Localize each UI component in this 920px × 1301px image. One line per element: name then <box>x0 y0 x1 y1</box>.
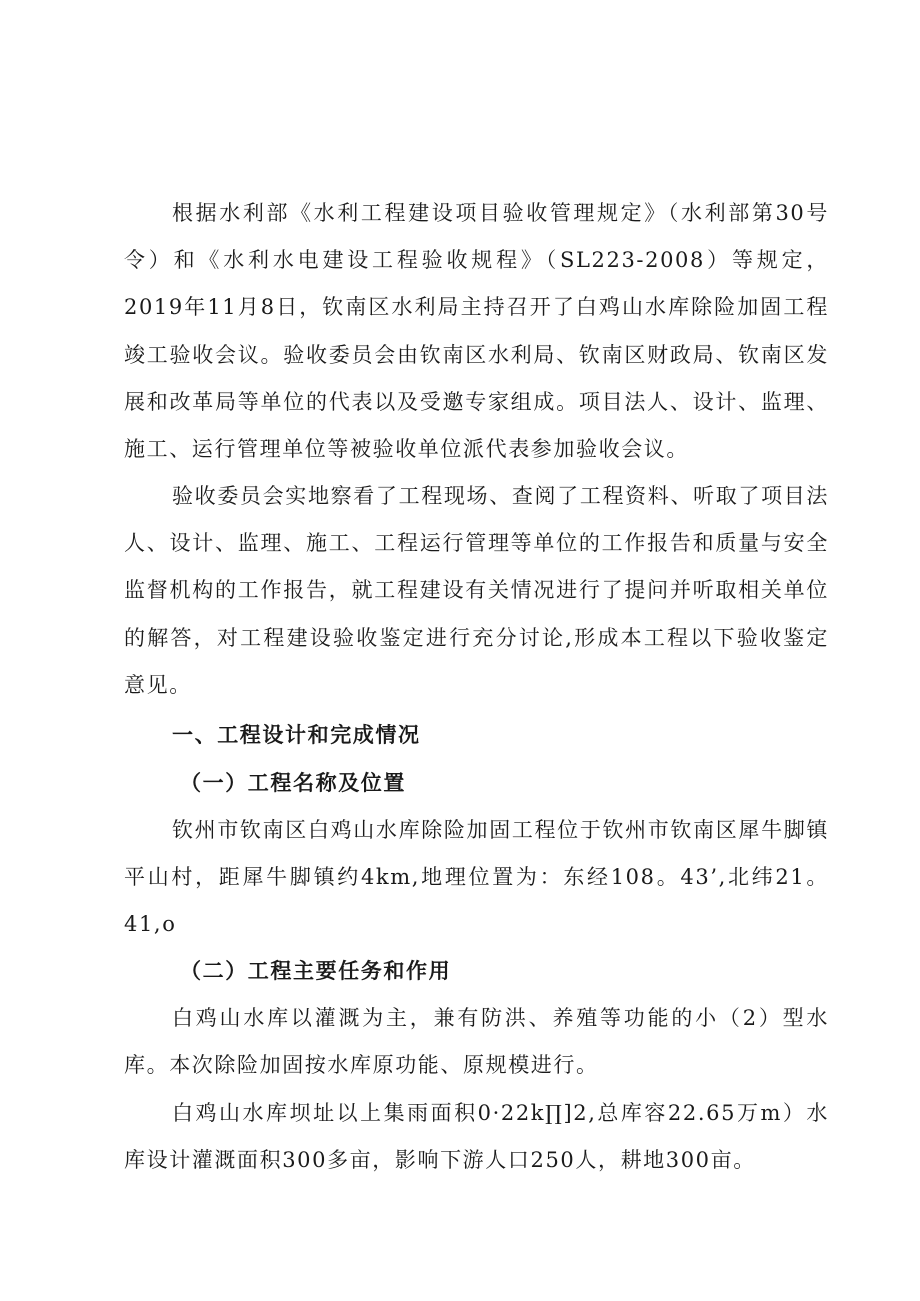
subsection-heading-name-location: （一）工程名称及位置 <box>180 770 406 795</box>
capacity-paragraph: 白鸡山水库坝址以上集雨面积0·22k∏]2,总库容22.65万m）水库设计灌溉面积300多亩，影响下游人口250人，耕地300亩。 <box>124 1101 829 1173</box>
location-paragraph: 钦州市钦南区白鸡山水库除险加固工程位于钦州市钦南区犀牛脚镇平山村，距犀牛脚镇约4km,地理位置为：东经108。43’,北纬21。41,o <box>124 818 829 937</box>
intro-paragraph: 根据水利部《水利工程建设项目验收管理规定》（水利部第30号令）和《水利水电建设工程验收规程》（SL223-2008）等规定，2019年11月8日，钦南区水利局主持召开了白鸡山水库除险加固工程竣工验收会议。验收委员会由钦南区水利局、钦南区财政局、钦南区发展和改革局等单位的代表以及受邀专家组成。项目法人、设计、监理、施工、运行管理单位等被验收单位派代表参加验收会议。 <box>124 201 829 462</box>
committee-paragraph: 验收委员会实地察看了工程现场、查阅了工程资料、听取了项目法人、设计、监理、施工、工程运行管理等单位的工作报告和质量与安全监督机构的工作报告，就工程建设有关情况进行了提问并听取相关单位的解答，对工程建设验收鉴定进行充分讨论,形成本工程以下验收鉴定意见。 <box>124 484 829 697</box>
subsection-heading-tasks-functions: （二）工程主要任务和作用 <box>180 958 452 983</box>
section-heading-design-completion: 一、工程设计和完成情况 <box>172 722 421 747</box>
tasks-paragraph: 白鸡山水库以灌溉为主，兼有防洪、养殖等功能的小（2）型水库。本次除险加固按水库原功能、原规模进行。 <box>124 1006 829 1078</box>
